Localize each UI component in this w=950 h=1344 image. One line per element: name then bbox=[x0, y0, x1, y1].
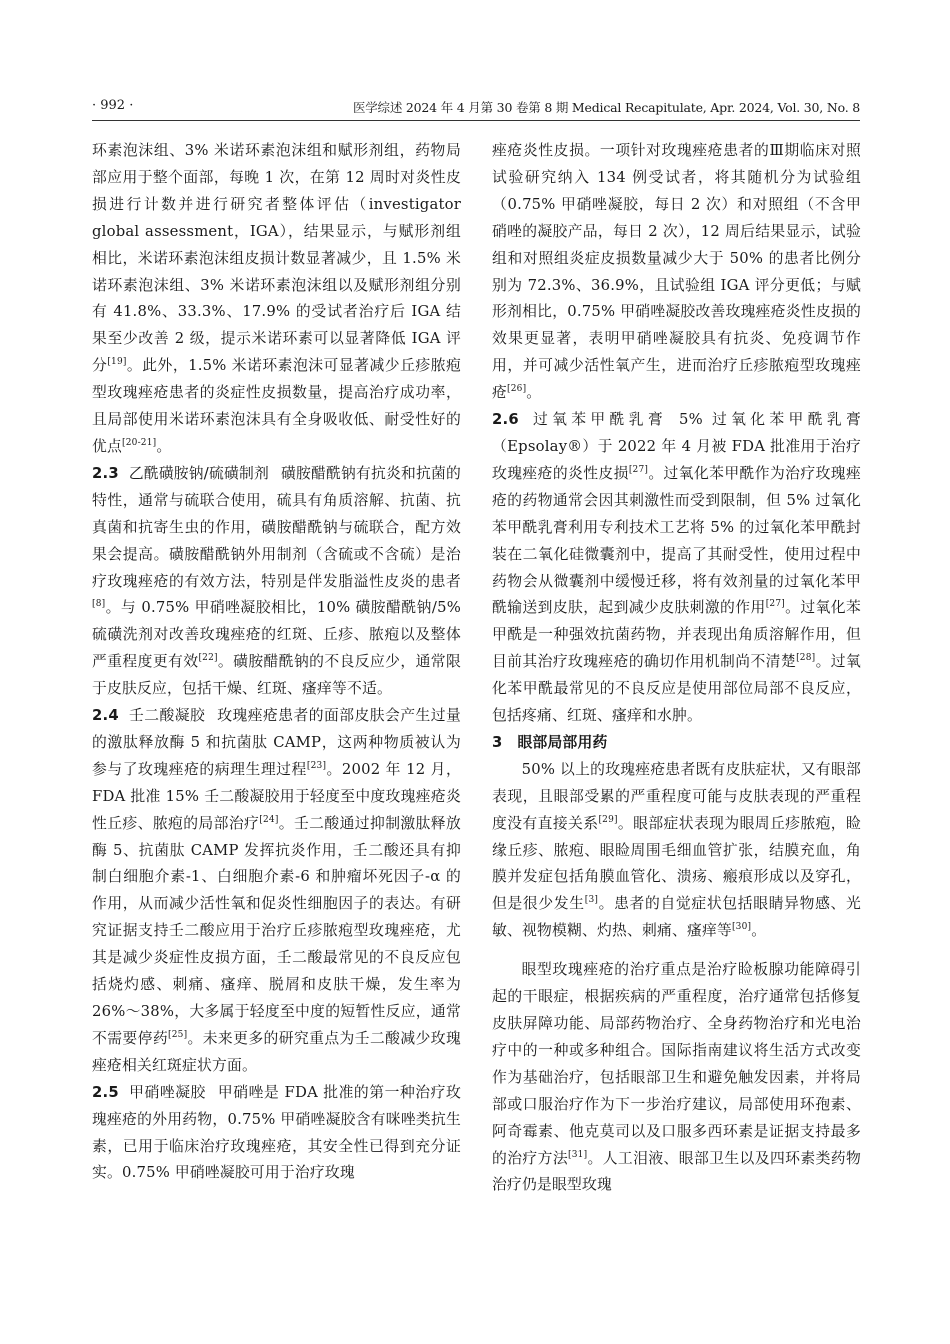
citation: [8] bbox=[92, 599, 106, 610]
section-title: 过氧苯甲酰乳膏 bbox=[528, 411, 668, 429]
citation: [26] bbox=[507, 384, 527, 395]
citation: [25] bbox=[168, 1029, 188, 1040]
section-3-paragraph-1: 50% 以上的玫瑰痤疮患者既有皮肤症状，又有眼部表现，且眼部受累的严重程度可能与皮肤表现的严重程度没有直接关系[29]。眼部症状表现为眼周丘疹脓疱，睑缘丘疹、脓疱、眼睑周围毛细血管扩张，结膜充血，角膜并发症包括角膜血管化、溃疡、瘢痕形成以及穿孔，但是很少发生[3]。患者的自觉症状包括眼睛异物感、光敏、视物模糊、灼热、刺痛、瘙痒等[30]。 bbox=[492, 760, 862, 940]
left-column bbox=[92, 138, 461, 1187]
citation: [22] bbox=[198, 653, 218, 664]
citation: [29] bbox=[598, 814, 618, 825]
section-3-paragraph-2: 眼型玫瑰痤疮的治疗重点是治疗睑板腺功能障碍引起的干眼症，根据疾病的严重程度，治疗通常包括修复皮肤屏障功能、局部药物治疗、全身药物治疗和光电治疗中的一种或多种组合。国际指南建议将生活方式改变作为基础治疗，包括眼部卫生和避免触发因素，并将局部或口服治疗作为下一步治疗建议，局部使用环孢素、阿奇霉素、他克莫司以及口服多西环素是证据支持最多的治疗方法[31]。人工泪液、眼部卫生以及四环素类药物治疗仍是眼型玫瑰 bbox=[492, 961, 861, 1194]
citation: [19] bbox=[107, 357, 127, 368]
section-number: 2.6 bbox=[492, 411, 519, 429]
section-title: 乙酰磺胺钠/硫磺制剂 bbox=[128, 464, 269, 482]
header-rule bbox=[92, 120, 860, 121]
page-header bbox=[92, 96, 860, 118]
section-title: 壬二酸凝胶 bbox=[128, 707, 206, 725]
citation: [30] bbox=[731, 922, 752, 933]
paragraph-minocycline-continued: 环素泡沫组、3% 米诺环素泡沫组和赋形剂组，药物局部应用于整个面部，每晚 1 次，在第 12 周时对炎性皮损进行计数并进行研究者整体评估（investigator global assessment，IGA），结果显示，与赋形剂组相比，米诺环素泡沫组皮损计数显著减少，且 1.5% 米诺环素泡沫组、3% 米诺环素泡沫组以及赋形剂组分别有 41.8%、33.3%、17.9% 的受试者治疗后 IGA 结果至少改善 2 级，提示米诺环素可以显著降低 IGA 评分[19]。此外，1.5% 米诺环素泡沫可显著减少丘疹脓疱型玫瑰痤疮患者的炎症性皮损数量，提高治疗成功率，且局部使用米诺环素泡沫具有全身吸收低、耐受性好的优点[20-21]。 bbox=[92, 142, 461, 455]
citation: [27] bbox=[628, 464, 649, 475]
citation: [23] bbox=[306, 760, 327, 771]
citation: [27] bbox=[765, 599, 785, 610]
section-number: 2.5 bbox=[92, 1083, 119, 1101]
right-column bbox=[492, 138, 861, 1199]
section-3-heading: 3 眼部局部用药 bbox=[492, 733, 608, 751]
paragraph-metronidazole-continued: 痤疮炎性皮损。一项针对玫瑰痤疮患者的Ⅲ期临床对照试验研究纳入 134 例受试者，将其随机分为试验组（0.75% 甲硝唑凝胶，每日 2 次）和对照组（不含甲硝唑的凝胶产品，每日 2 次），12 周后结果显示，试验组和对照组炎症皮损数量减少大于 50% 的患者比例分别为 72.3%、36.9%，且试验组 IGA 评分更低；与赋形剂相比，0.75% 甲硝唑凝胶改善玫瑰痤疮炎性皮损的效果更显著，表明甲硝唑凝胶具有抗炎、免疫调节作用，并可减少活性氧产生，进而治疗丘疹脓疱型玫瑰痤疮[26]。 bbox=[492, 142, 861, 402]
citation: [20-21] bbox=[122, 437, 157, 448]
citation: [3] bbox=[584, 895, 599, 906]
section-2-5: 2.5 甲硝唑凝胶 甲硝唑是 FDA 批准的第一种治疗玫瑰痤疮的外用药物，0.75% 甲硝唑凝胶含有咪唑类抗生素，已用于临床治疗玫瑰痤疮，其安全性已得到充分证实。0.75% 甲硝唑凝胶可用于治疗玫瑰 bbox=[92, 1083, 461, 1182]
running-title: 医学综述 2024 年 4 月第 30 卷第 8 期 Medical Recapitulate, Apr. 2024, Vol. 30, No. 8 bbox=[352, 100, 860, 115]
paragraph-gap bbox=[492, 945, 861, 957]
section-2-6: 2.6 过氧苯甲酰乳膏 5% 过氧化苯甲酰乳膏（Epsolay®）于 2022 年 4 月被 FDA 批准用于治疗玫瑰痤疮的炎性皮损[27]。过氧化苯甲酰作为治疗玫瑰痤疮的药物通常会因其刺激性而受到限制，但 5% 过氧化苯甲酰乳膏利用专利技术工艺将 5% 的过氧化苯甲酰封装在二氧化硅微囊剂中，提高了其耐受性，使用过程中药物会从微囊剂中缓慢迁移，将有效剂量的过氧化苯甲酰输送到皮肤，起到减少皮肤刺激的作用[27]。过氧化苯甲酰是一种强效抗菌药物，并表现出角质溶解作用，但目前其治疗玫瑰痤疮的确切作用机制尚不清楚[28]。过氧化苯甲酰最常见的不良反应是使用部位局部不良反应，包括疼痛、红斑、瘙痒和水肿。 bbox=[492, 411, 861, 725]
section-2-3: 2.3 乙酰磺胺钠/硫磺制剂 磺胺醋酰钠有抗炎和抗菌的特性，通常与硫联合使用，硫具有角质溶解、抗菌、抗真菌和抗寄生虫的作用，磺胺醋酰钠与硫联合，配方效果会提高。磺胺醋酰钠外用制剂（含硫或不含硫）是治疗玫瑰痤疮的有效方法，特别是伴发脂溢性皮炎的患者[8]。与 0.75% 甲硝唑凝胶相比，10% 磺胺醋酰钠/5% 硫磺洗剂对改善玫瑰痤疮的红斑、丘疹、脓疱以及整体严重程度更有效[22]。磺胺醋酰钠的不良反应少，通常限于皮肤反应，包括干燥、红斑、瘙痒等不适。 bbox=[92, 464, 461, 698]
page-number: · 992 · bbox=[92, 98, 134, 113]
section-2-4: 2.4 壬二酸凝胶 玫瑰痤疮患者的面部皮肤会产生过量的激肽释放酶 5 和抗菌肽 CAMP，这两种物质被认为参与了玫瑰痤疮的病理生理过程[23]。2002 年 12 月，FDA 批准 15% 壬二酸凝胶用于轻度至中度玫瑰痤疮炎性丘疹、脓疱的局部治疗[24]。壬二酸通过抑制激肽释放酶 5、抗菌肽 CAMP 发挥抗炎作用，壬二酸还具有抑制白细胞介素-1、白细胞介素-6 和肿瘤坏死因子-α 的作用，从而减少活性氧和促炎性细胞因子的表达。有研究证据支持壬二酸应用于治疗丘疹脓疱型玫瑰痤疮，尤其是减少炎症性皮损方面，壬二酸最常见的不良反应包括烧灼感、刺痛、瘙痒、脱屑和皮肤干燥，发生率为 26%～38%，大多属于轻度至中度的短暂性反应，通常不需要停药[25]。未来更多的研究重点为壬二酸减少玫瑰痤疮相关红斑症状方面。 bbox=[92, 707, 462, 1074]
citation: [31] bbox=[568, 1149, 588, 1160]
citation: [24] bbox=[259, 814, 279, 825]
section-number: 2.3 bbox=[92, 464, 119, 482]
citation: [28] bbox=[796, 653, 816, 664]
section-number: 2.4 bbox=[92, 707, 119, 725]
section-title: 甲硝唑凝胶 bbox=[128, 1083, 206, 1101]
